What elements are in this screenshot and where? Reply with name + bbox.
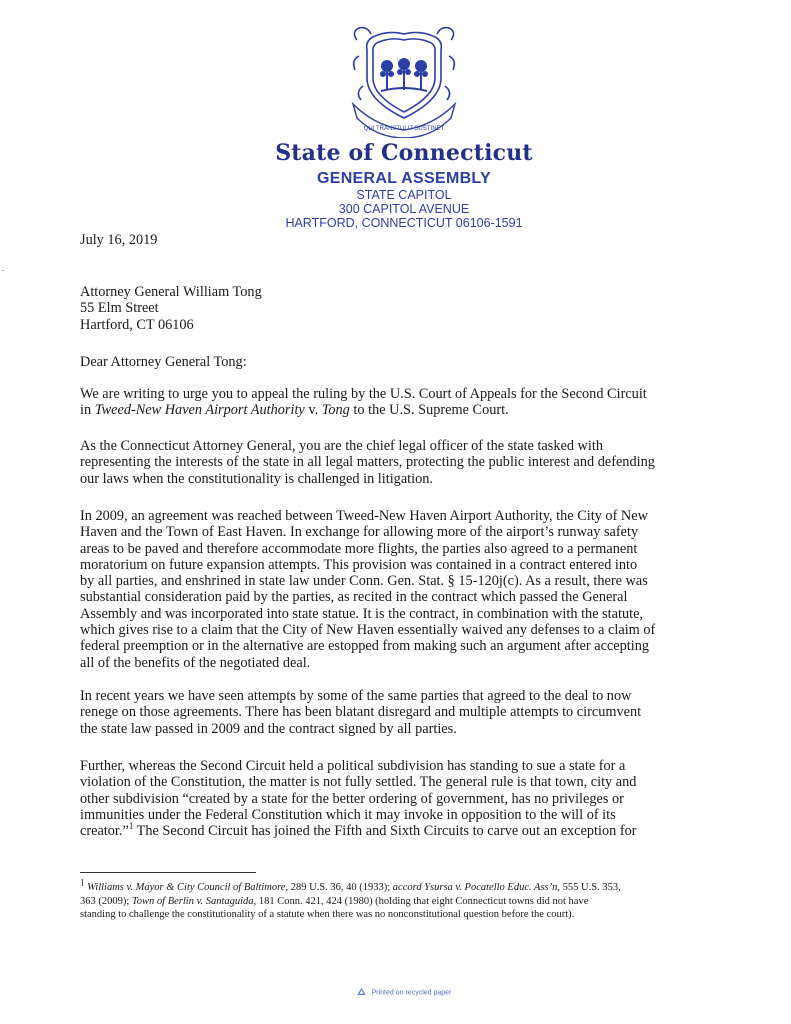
text-run: to the U.S. Supreme Court. xyxy=(349,402,509,419)
paragraph-line: In 2009, an agreement was reached between Tweed-New Haven Airport Authority, the City of New xyxy=(80,508,648,524)
case-name: Williams v. Mayor & City Council of Baltimore xyxy=(87,882,286,893)
paragraph-line: In recent years we have seen attempts by some of the same parties that agreed to the deal to now xyxy=(80,688,632,704)
signal-word: accord xyxy=(392,882,422,893)
recycled-notice xyxy=(0,988,791,997)
paragraph-line: which gives rise to a claim that the City of New Haven essentially waived any defenses to a claim of xyxy=(80,622,656,639)
footnote-line xyxy=(80,877,700,895)
paragraph-line: Haven and the Town of East Haven. In exchange for allowing more of the airport’s runway safety xyxy=(80,524,639,541)
paragraph-line: As the Connecticut Attorney General, you are the chief legal officer of the state tasked with xyxy=(80,438,603,454)
text-run: The Second Circuit has joined the Fifth and Sixth Circuits to carve out an exception for xyxy=(133,823,637,840)
footnote-number: 1 xyxy=(80,877,85,888)
case-name: Town of Berlin v. Santaguida xyxy=(131,895,254,907)
text-run: , 181 Conn. 421, 424 (1980) (holding that eight Connecticut towns did not have xyxy=(253,895,589,907)
text-run: 363 (2009); xyxy=(80,895,132,907)
text-run: in xyxy=(80,402,95,419)
paragraph-line: renege on those agreements. There has been blatant disregard and multiple attempts to circumvent xyxy=(80,704,642,721)
recipient-line: Hartford, CT 06106 xyxy=(80,316,194,333)
text-run: , 555 U.S. 353, xyxy=(557,882,621,893)
paragraph-2 xyxy=(80,438,700,487)
recycle-icon xyxy=(357,988,366,997)
case-name: Tong xyxy=(321,402,350,419)
recipient-line: Attorney General William Tong xyxy=(80,284,262,300)
address-line: STATE CAPITOL xyxy=(356,188,452,202)
paragraph-line: our laws when the constitutionality is challenged in litigation. xyxy=(80,470,433,487)
paragraph-line: We are writing to urge you to appeal the ruling by the U.S. Court of Appeals for the Second Circuit xyxy=(80,386,647,402)
paragraph-line: violation of the Constitution, the matter is not fully settled. The general rule is that town, city and xyxy=(80,774,637,791)
recipient-line: 55 Elm Street xyxy=(80,300,159,317)
paragraph-line: by all parties, and enshrined in state law under Conn. Gen. Stat. § 15-120j(c). As a result, there was xyxy=(80,573,648,590)
paragraph-5 xyxy=(80,758,700,839)
letter-date: July 16, 2019 xyxy=(80,232,158,248)
footnote-line: standing to challenge the constitutionality of a statute when there was no nonconstitutional question before the court). xyxy=(80,909,575,921)
recycled-text: Printed on recycled paper xyxy=(371,989,452,997)
paragraph-line: substantial consideration paid by the parties, as recited in the contract which passed the General xyxy=(80,589,628,606)
paragraph-line: moratorium on future expansion attempts. This provision was contained in a contract entered into xyxy=(80,556,638,573)
salutation: Dear Attorney General Tong: xyxy=(80,354,247,370)
paragraph-line xyxy=(80,402,700,418)
paragraph-line: the state law passed in 2009 and the contract signed by all parties. xyxy=(80,720,457,737)
paragraph-line: immunities under the Federal Constitution which it may invoke in opposition to the will of its xyxy=(80,806,616,823)
text-run: v. xyxy=(304,402,322,419)
footnote-line xyxy=(80,895,700,909)
state-title: State of Connecticut xyxy=(275,140,533,166)
footnote-divider xyxy=(80,872,256,873)
paragraph-3 xyxy=(80,508,700,671)
paragraph-line: federal preemption or in the alternative are estopped from making such an argument after accepting xyxy=(80,638,649,655)
footnote-reference: 1 xyxy=(128,821,134,832)
paragraph-line: other subdivision “created by a state for the better ordering of government, has no privileges or xyxy=(80,790,624,807)
paragraph-line: representing the interests of the state in all legal matters, protecting the public interest and defending xyxy=(80,454,655,471)
assembly-name: GENERAL ASSEMBLY xyxy=(316,170,492,187)
paragraph-line xyxy=(80,823,700,839)
paragraph-line: Further, whereas the Second Circuit held a political subdivision has standing to sue a state for a xyxy=(80,758,626,774)
text-run: , 289 U.S. 36, 40 (1933); xyxy=(285,882,393,893)
footnote xyxy=(80,877,700,922)
margin-mark xyxy=(2,270,4,271)
case-name: Ysursa v. Pocatello Educ. Ass’n xyxy=(421,882,558,893)
paragraph-1 xyxy=(80,386,700,419)
address-line: 300 CAPITOL AVENUE xyxy=(338,202,470,216)
recipient-block xyxy=(80,284,700,333)
paragraph-line: all of the benefits of the negotiated deal. xyxy=(80,654,311,671)
paragraph-line: areas to be paved and therefore accommodate more flights, the parties also agreed to a permanent xyxy=(80,540,638,557)
text-run: creator.” xyxy=(80,823,129,840)
address-line: HARTFORD, CONNECTICUT 06106-1591 xyxy=(285,216,523,230)
paragraph-4 xyxy=(80,688,700,737)
paragraph-line: Assembly and was incorporated into state statue. It is the contract, in combination with the statute, xyxy=(80,605,644,622)
case-name: Tweed-New Haven Airport Authority xyxy=(94,402,305,419)
svg-text:QUI TRANSTULIT SUSTINET: QUI TRANSTULIT SUSTINET xyxy=(363,126,445,132)
connecticut-seal-logo xyxy=(345,26,463,138)
